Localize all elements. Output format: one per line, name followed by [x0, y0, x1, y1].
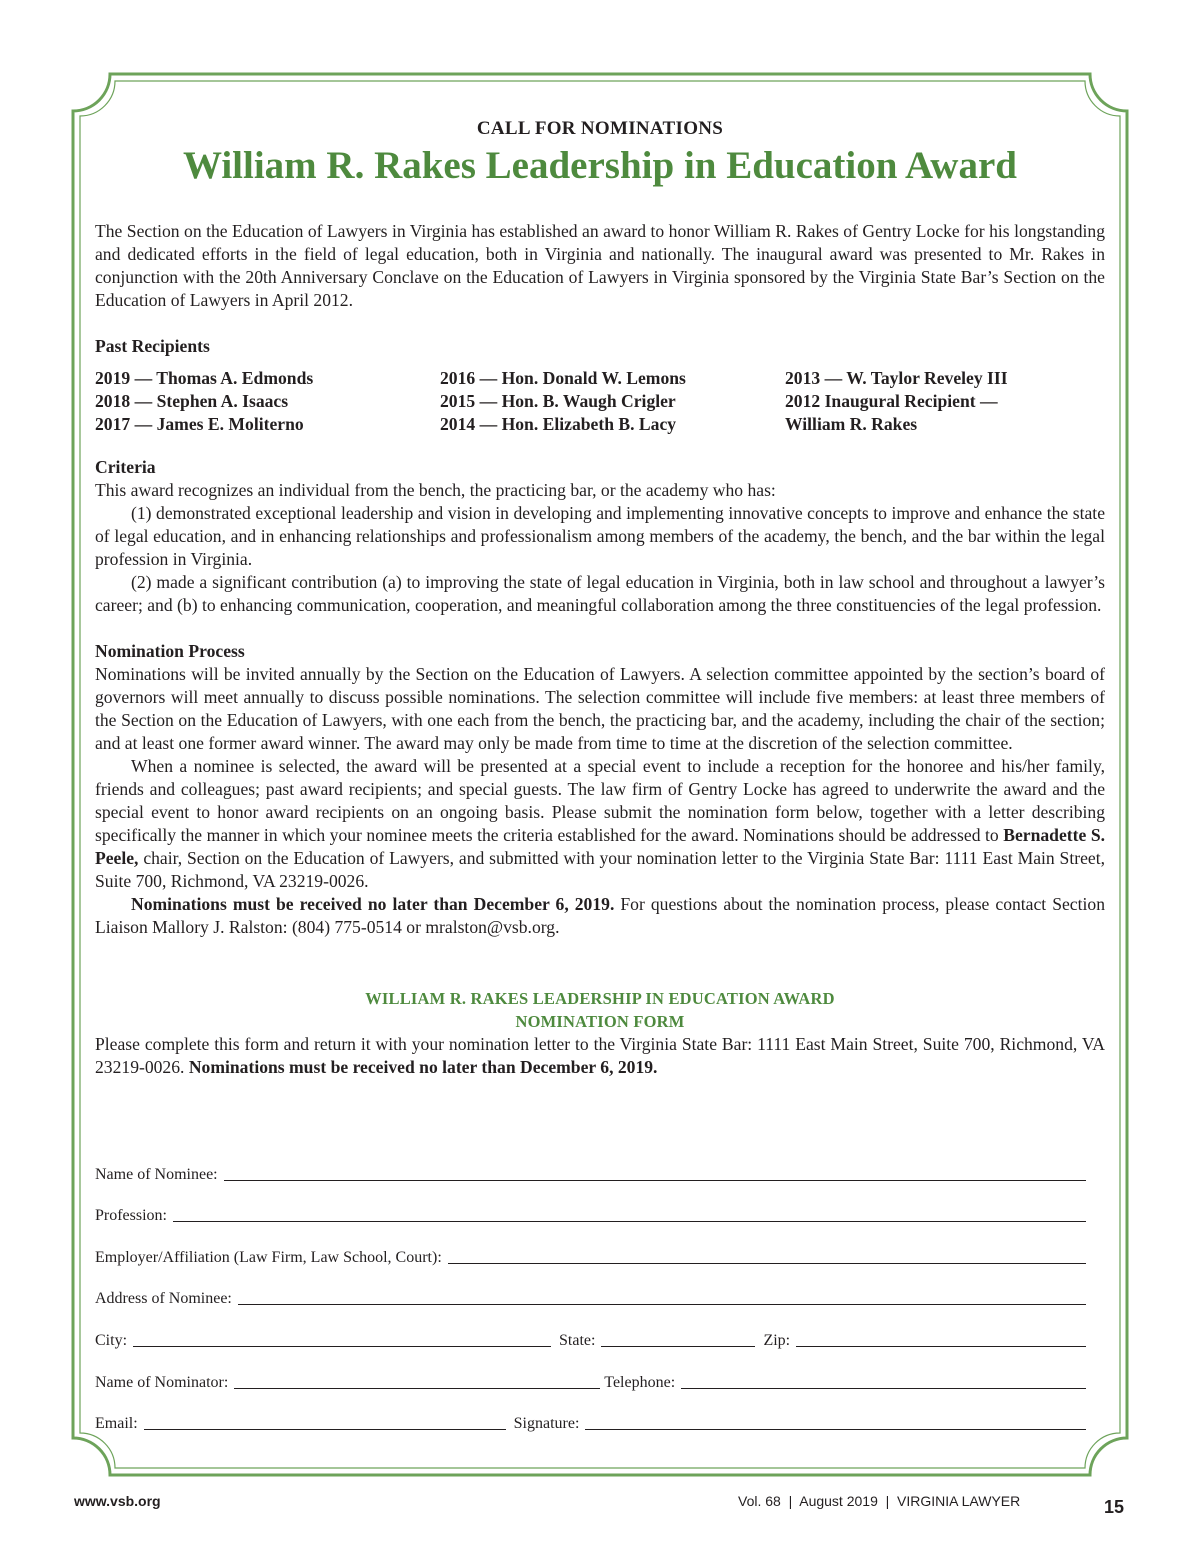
criteria-item-1: (1) demonstrated exceptional leadership and vision in developing and implementing innovative concepts to improve and enhance the state of legal education, and in enhancing relationships and professionalism among members of the academy, the bench, and the bar within the legal profession in Virginia.: [95, 503, 1105, 569]
nominee-name-field[interactable]: [224, 1163, 1086, 1181]
field-label: Signature:: [513, 1415, 580, 1433]
recipient-entry: William R. Rakes: [785, 414, 918, 434]
form-row: [95, 1184, 1086, 1226]
field-label: Telephone:: [604, 1373, 676, 1391]
form-row: [95, 1350, 1086, 1392]
criteria-lead: This award recognizes an individual from the bench, the practicing bar, or the academy who has:: [95, 480, 776, 500]
form-row: [95, 1225, 1086, 1267]
process-paragraph-1: Nominations will be invited annually by the Section on the Education of Lawyers. A selection committee appointed by the section’s board of governors will meet annually to discuss possible nominations. The selection committee will include five members: at least three members of the Section on the Education of Lawyers, with one each from the bench, the practicing bar, and the academy, including the chair of the section; and at least one former award winner. The award may only be made from time to time at the discretion of the selection committee.: [95, 664, 1105, 753]
process-text: When a nominee is selected, the award will be presented at a special event to include a reception for the honoree and his/her family, friends and colleagues; past award recipients; and special guests. The law firm of Gentry Locke has agreed to underwrite the award and the special event to honor award recipients on an ongoing basis. Please submit the nomination form below, together with a letter describing specifically the manner in which your nominee meets the criteria established for the award. Nominations should be addressed to: [95, 756, 1105, 845]
field-label: Name of Nominator:: [95, 1373, 229, 1391]
form-row: [95, 1267, 1086, 1309]
recipient-entry: 2019 — Thomas A. Edmonds: [95, 368, 314, 388]
contact-info: For questions about the nomination process, please contact Section Liaison Mallory J. Ralston: (804) 775-0514 or mralston@vsb.org.: [95, 894, 1105, 937]
recipient-entry: 2013 — W. Taylor Reveley III: [785, 368, 1008, 388]
recipient-entry: 2018 — Stephen A. Isaacs: [95, 391, 289, 411]
instructions-text: Please complete this form and return it with your nomination letter to the Virginia State Bar: 1111 East Main Street, Suite 700, Richmond, VA 23219-0026.: [95, 1034, 1105, 1077]
deadline-notice: Nominations must be received no later than December 6, 2019.: [131, 894, 615, 914]
telephone-field[interactable]: [681, 1371, 1086, 1389]
field-label: Zip:: [763, 1331, 791, 1349]
field-label: Address of Nominee:: [95, 1290, 232, 1308]
criteria-heading: Criteria: [95, 457, 156, 477]
kicker: CALL FOR NOMINATIONS: [476, 118, 724, 139]
field-label: Employer/Affiliation (Law Firm, Law School, Court):: [95, 1248, 442, 1266]
recipients-column: [95, 367, 440, 436]
instructions-deadline: Nominations must be received no later than December 6, 2019.: [188, 1057, 658, 1077]
nomination-form-fields: [95, 1142, 1086, 1433]
field-label: Name of Nominee:: [95, 1165, 218, 1183]
form-title-line: NOMINATION FORM: [515, 1012, 685, 1031]
process-text: chair, Section on the Education of Lawyers, and submitted with your nomination letter to the Virginia State Bar: 1111 East Main Street, Suite 700, Richmond, VA 23219-0026.: [95, 848, 1105, 891]
intro-paragraph: The Section on the Education of Lawyers in Virginia has established an award to honor William R. Rakes of Gentry Locke for his longstanding and dedicated efforts in the field of legal education, both in Virginia and nationally. The inaugural award was presented to Mr. Rakes in conjunction with the 20th Anniversary Conclave on the Education of Lawyers in Virginia sponsored by the Virginia State Bar’s Section on the Education of Lawyers in April 2012.: [95, 221, 1105, 310]
form-row: [95, 1308, 1086, 1350]
nominator-name-field[interactable]: [234, 1371, 600, 1389]
process-paragraph-2: [95, 755, 1105, 893]
process-paragraph-3: [95, 893, 1105, 939]
field-label: Email:: [95, 1415, 138, 1433]
recipient-entry: 2014 — Hon. Elizabeth B. Lacy: [440, 414, 677, 434]
signature-field[interactable]: [585, 1412, 1086, 1430]
state-field[interactable]: [601, 1329, 755, 1347]
field-label: Profession:: [95, 1207, 167, 1225]
field-label: City:: [95, 1331, 128, 1349]
recipient-entry: 2015 — Hon. B. Waugh Crigler: [440, 391, 676, 411]
profession-field[interactable]: [173, 1204, 1086, 1222]
recipient-entry: 2012 Inaugural Recipient —: [785, 391, 998, 411]
nomination-process-heading: Nomination Process: [95, 641, 245, 661]
address-field[interactable]: [238, 1287, 1086, 1305]
past-recipients-heading: Past Recipients: [95, 336, 210, 356]
issue-info: Vol. 68 | August 2019 | VIRGINIA LAWYER: [738, 1493, 1021, 1509]
employer-field[interactable]: [448, 1246, 1086, 1264]
past-recipients-list: [95, 367, 1105, 436]
recipients-column: [440, 367, 785, 436]
form-title-line: WILLIAM R. RAKES LEADERSHIP IN EDUCATION AWARD: [365, 989, 835, 1008]
form-row: [95, 1142, 1086, 1184]
article-body: [95, 118, 1105, 1079]
page-title: William R. Rakes Leadership in Education Award: [183, 144, 1017, 187]
website-link[interactable]: www.vsb.org: [74, 1493, 161, 1509]
form-instructions: [95, 1033, 1105, 1079]
criteria-item-2: (2) made a significant contribution (a) to improving the state of legal education in Virginia, both in law school and throughout a lawyer’s career; and (b) to enhancing communication, cooperation, and meaningful collaboration among the three constituencies of the legal profession.: [95, 572, 1105, 615]
form-title: [95, 987, 1105, 1033]
zip-field[interactable]: [796, 1329, 1086, 1347]
recipients-column: [785, 367, 1105, 436]
recipient-entry: 2016 — Hon. Donald W. Lemons: [440, 368, 686, 388]
email-field[interactable]: [144, 1412, 506, 1430]
chair-name: Bernadette S. Peele,: [95, 825, 1105, 868]
field-label: State:: [559, 1331, 596, 1349]
recipient-entry: 2017 — James E. Moliterno: [95, 414, 304, 434]
form-row: [95, 1392, 1086, 1434]
page-number: 15: [1104, 1497, 1125, 1517]
city-field[interactable]: [133, 1329, 551, 1347]
